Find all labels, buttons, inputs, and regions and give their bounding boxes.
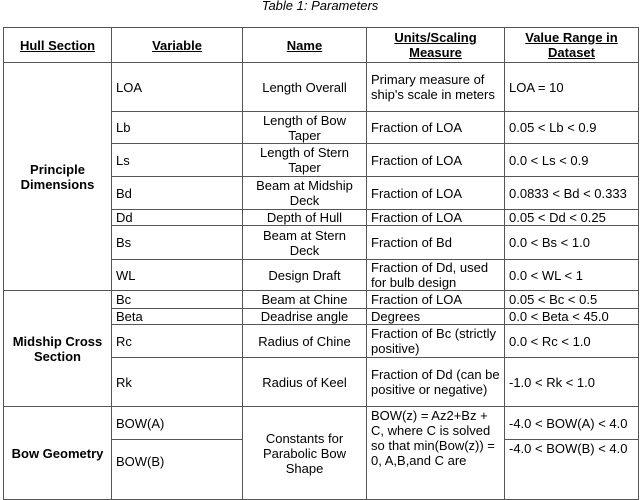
range-cell: 0.0 < WL < 1 bbox=[505, 260, 639, 291]
name-cell: Design Draft bbox=[243, 260, 367, 291]
variable-cell: Rk bbox=[112, 358, 243, 407]
header-hull-section: Hull Section bbox=[4, 28, 112, 63]
range-cell: 0.05 < Dd < 0.25 bbox=[505, 210, 639, 226]
header-name: Name bbox=[243, 28, 367, 63]
section-label: Principle Dimensions bbox=[4, 63, 112, 291]
table-caption: Table 1: Parameters bbox=[261, 0, 379, 13]
variable-cell: Bc bbox=[112, 291, 243, 309]
name-cell: Length Overall bbox=[243, 63, 367, 112]
variable-cell: Dd bbox=[112, 210, 243, 226]
name-cell: Radius of Chine bbox=[243, 325, 367, 358]
section-label: Midship Cross Section bbox=[4, 291, 112, 407]
name-cell: Deadrise angle bbox=[243, 309, 367, 325]
units-cell: Fraction of LOA bbox=[367, 177, 505, 210]
table-row bbox=[4, 291, 639, 309]
header-units: Units/Scaling Measure bbox=[367, 28, 505, 63]
range-cell: 0.0833 < Bd < 0.333 bbox=[505, 177, 639, 210]
variable-cell: Lb bbox=[112, 112, 243, 144]
units-cell: Fraction of Dd (can be positive or negative) bbox=[367, 358, 505, 407]
variable-cell: BOW(A) bbox=[112, 407, 243, 440]
header-range: Value Range in Dataset bbox=[505, 28, 639, 63]
units-cell: Primary measure of ship's scale in meters bbox=[367, 63, 505, 112]
units-cell: Fraction of Bd bbox=[367, 226, 505, 260]
name-cell: Radius of Keel bbox=[243, 358, 367, 407]
units-cell: Fraction of LOA bbox=[367, 291, 505, 309]
name-cell: Beam at Chine bbox=[243, 291, 367, 309]
section-label: Bow Geometry bbox=[4, 407, 112, 500]
units-cell: Fraction of Bc (strictly positive) bbox=[367, 325, 505, 358]
range-cell: LOA = 10 bbox=[505, 63, 639, 112]
parameters-table bbox=[3, 27, 639, 500]
units-cell: Fraction of LOA bbox=[367, 112, 505, 144]
header-row bbox=[4, 28, 639, 63]
range-cell: -4.0 < BOW(A) < 4.0 bbox=[505, 407, 639, 440]
table-row bbox=[4, 407, 639, 440]
table-row bbox=[4, 63, 639, 112]
name-cell: Length of Bow Taper bbox=[243, 112, 367, 144]
range-cell: 0.0 < Ls < 0.9 bbox=[505, 144, 639, 177]
range-cell: 0.0 < Rc < 1.0 bbox=[505, 325, 639, 358]
header-variable: Variable bbox=[112, 28, 243, 63]
range-cell: 0.05 < Bc < 0.5 bbox=[505, 291, 639, 309]
range-cell: -4.0 < BOW(B) < 4.0 bbox=[505, 440, 639, 500]
units-cell: Degrees bbox=[367, 309, 505, 325]
variable-cell: Bd bbox=[112, 177, 243, 210]
range-cell: 0.0 < Beta < 45.0 bbox=[505, 309, 639, 325]
units-cell: Fraction of LOA bbox=[367, 144, 505, 177]
units-cell: Fraction of LOA bbox=[367, 210, 505, 226]
units-cell: Fraction of Dd, used for bulb design bbox=[367, 260, 505, 291]
range-cell: 0.0 < Bs < 1.0 bbox=[505, 226, 639, 260]
name-cell: Length of Stern Taper bbox=[243, 144, 367, 177]
name-cell: Beam at Midship Deck bbox=[243, 177, 367, 210]
name-cell: Beam at Stern Deck bbox=[243, 226, 367, 260]
range-cell: -1.0 < Rk < 1.0 bbox=[505, 358, 639, 407]
range-cell: 0.05 < Lb < 0.9 bbox=[505, 112, 639, 144]
variable-cell: Beta bbox=[112, 309, 243, 325]
variable-cell: LOA bbox=[112, 63, 243, 112]
units-cell: BOW(z) = Az2+Bz + C, where C is solved so that min(Bow(z)) = 0, A,B,and C are bbox=[367, 407, 505, 500]
name-cell: Constants for Parabolic Bow Shape bbox=[243, 407, 367, 500]
name-cell: Depth of Hull bbox=[243, 210, 367, 226]
variable-cell: BOW(B) bbox=[112, 440, 243, 500]
variable-cell: WL bbox=[112, 260, 243, 291]
variable-cell: Ls bbox=[112, 144, 243, 177]
variable-cell: Rc bbox=[112, 325, 243, 358]
variable-cell: Bs bbox=[112, 226, 243, 260]
